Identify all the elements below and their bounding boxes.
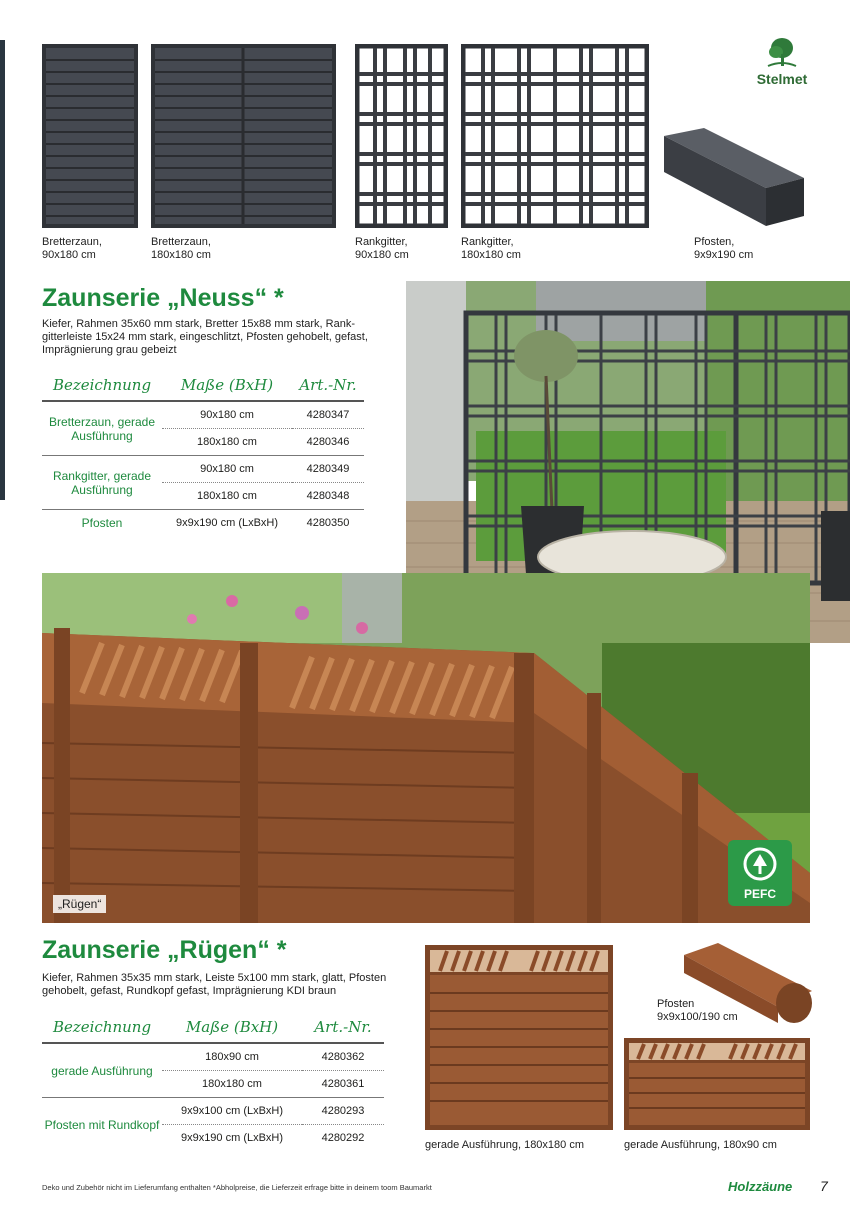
- table-cell-dims: 180x180 cm: [162, 429, 292, 456]
- ruegen-pfosten-caption: Pfosten 9x9x100/190 cm: [657, 998, 738, 1023]
- table-cell-art: 4280362: [302, 1043, 384, 1071]
- table-cell-art: 4280349: [292, 456, 364, 483]
- footer-section: Holzzäune: [728, 1179, 793, 1194]
- col-header-name: Bezeichnung: [42, 1018, 162, 1043]
- footer-note: Deko und Zubehör nicht im Lieferumfang enthalten *Abholpreise, die Lieferzeit erfrage bitte in deinem toom Baumarkt: [42, 1183, 432, 1192]
- table-cell-art: 4280350: [306, 517, 350, 529]
- table-row-name: gerade Ausführung: [42, 1043, 162, 1098]
- ruegen-description: Kiefer, Rahmen 35x35 mm stark, Leiste 5x100 mm stark, glatt, Pfosten gehobelt, gefast, Rundkopf gefast, Imprägnierung KDI braun: [42, 972, 387, 997]
- tree-icon: [762, 36, 802, 70]
- table-cell-art: 4280348: [292, 483, 364, 510]
- caption-product-5: Pfosten, 9x9x190 cm: [694, 236, 754, 261]
- table-cell-dims: 180x180 cm: [162, 483, 292, 510]
- page-number: 7: [820, 1178, 828, 1194]
- table-cell-dims: 90x180 cm: [162, 401, 292, 429]
- col-header-name: Bezeichnung: [42, 376, 162, 401]
- table-cell-art: 4280292: [321, 1132, 365, 1144]
- table-cell-dims: 9x9x190 cm (LxBxH): [175, 517, 279, 529]
- ruegen-panel-180x180: [425, 945, 613, 1130]
- table-row-name: Pfosten: [81, 516, 123, 530]
- col-header-art: Art.-Nr.: [292, 376, 364, 401]
- product-pfosten: [664, 128, 809, 228]
- ruegen-photo: [42, 573, 810, 923]
- pefc-label: PEFC: [743, 887, 776, 901]
- brand-name: Stelmet: [756, 71, 808, 87]
- table-cell-art: 4280347: [292, 401, 364, 429]
- ruegen-photo-label: „Rügen“: [53, 895, 106, 913]
- ruegen-caption-180x180: gerade Ausführung, 180x180 cm: [425, 1139, 585, 1151]
- product-rankgitter-180: [461, 44, 649, 228]
- ruegen-title: Zaunserie „Rügen“ *: [42, 936, 287, 964]
- table-cell-dims: 9x9x190 cm (LxBxH): [180, 1132, 284, 1144]
- product-bretterzaun-180: [151, 44, 336, 228]
- table-cell-art: 4280346: [292, 429, 364, 456]
- caption-product-4: Rankgitter, 180x180 cm: [461, 236, 521, 261]
- table-row-name: Bretterzaun, gerade Ausführung: [42, 401, 162, 456]
- ruegen-caption-180x90: gerade Ausführung, 180x90 cm: [624, 1139, 777, 1151]
- table-row-name: Pfosten mit Rundkopf: [44, 1117, 160, 1132]
- pefc-badge: [728, 840, 792, 906]
- edge-strip: [0, 40, 5, 500]
- table-cell-dims: 180x90 cm: [162, 1043, 302, 1071]
- caption-product-3: Rankgitter, 90x180 cm: [355, 236, 409, 261]
- table-cell-dims: 9x9x100 cm (LxBxH): [162, 1098, 302, 1125]
- caption-product-1: Bretterzaun, 90x180 cm: [42, 236, 102, 261]
- table-cell-art: 4280361: [302, 1071, 384, 1098]
- table-cell-dims: 180x180 cm: [162, 1071, 302, 1098]
- product-bretterzaun-90: [42, 44, 138, 228]
- pefc-tree-icon: [740, 846, 780, 882]
- table-cell-art: 4280293: [302, 1098, 384, 1125]
- product-rankgitter-90: [355, 44, 448, 228]
- col-header-dims: Maße (BxH): [162, 376, 292, 401]
- brand-logo: [748, 36, 816, 96]
- col-header-art: Art.-Nr.: [302, 1018, 384, 1043]
- table-row-name: Rankgitter, gerade Ausführung: [42, 456, 162, 510]
- ruegen-spec-table: [42, 1018, 384, 1151]
- neuss-spec-table: [42, 376, 364, 536]
- ruegen-panel-180x90: [624, 1038, 810, 1130]
- neuss-title: Zaunserie „Neuss“ *: [42, 284, 284, 312]
- caption-product-2: Bretterzaun, 180x180 cm: [151, 236, 211, 261]
- col-header-dims: Maße (BxH): [162, 1018, 302, 1043]
- table-cell-dims: 90x180 cm: [162, 456, 292, 483]
- neuss-description: Kiefer, Rahmen 35x60 mm stark, Bretter 15x88 mm stark, Rank-gitterleiste 15x24 mm stark, eingeschlitzt, Pfosten gehobelt, gefast, Imprägnierung grau gebeizt: [42, 318, 368, 356]
